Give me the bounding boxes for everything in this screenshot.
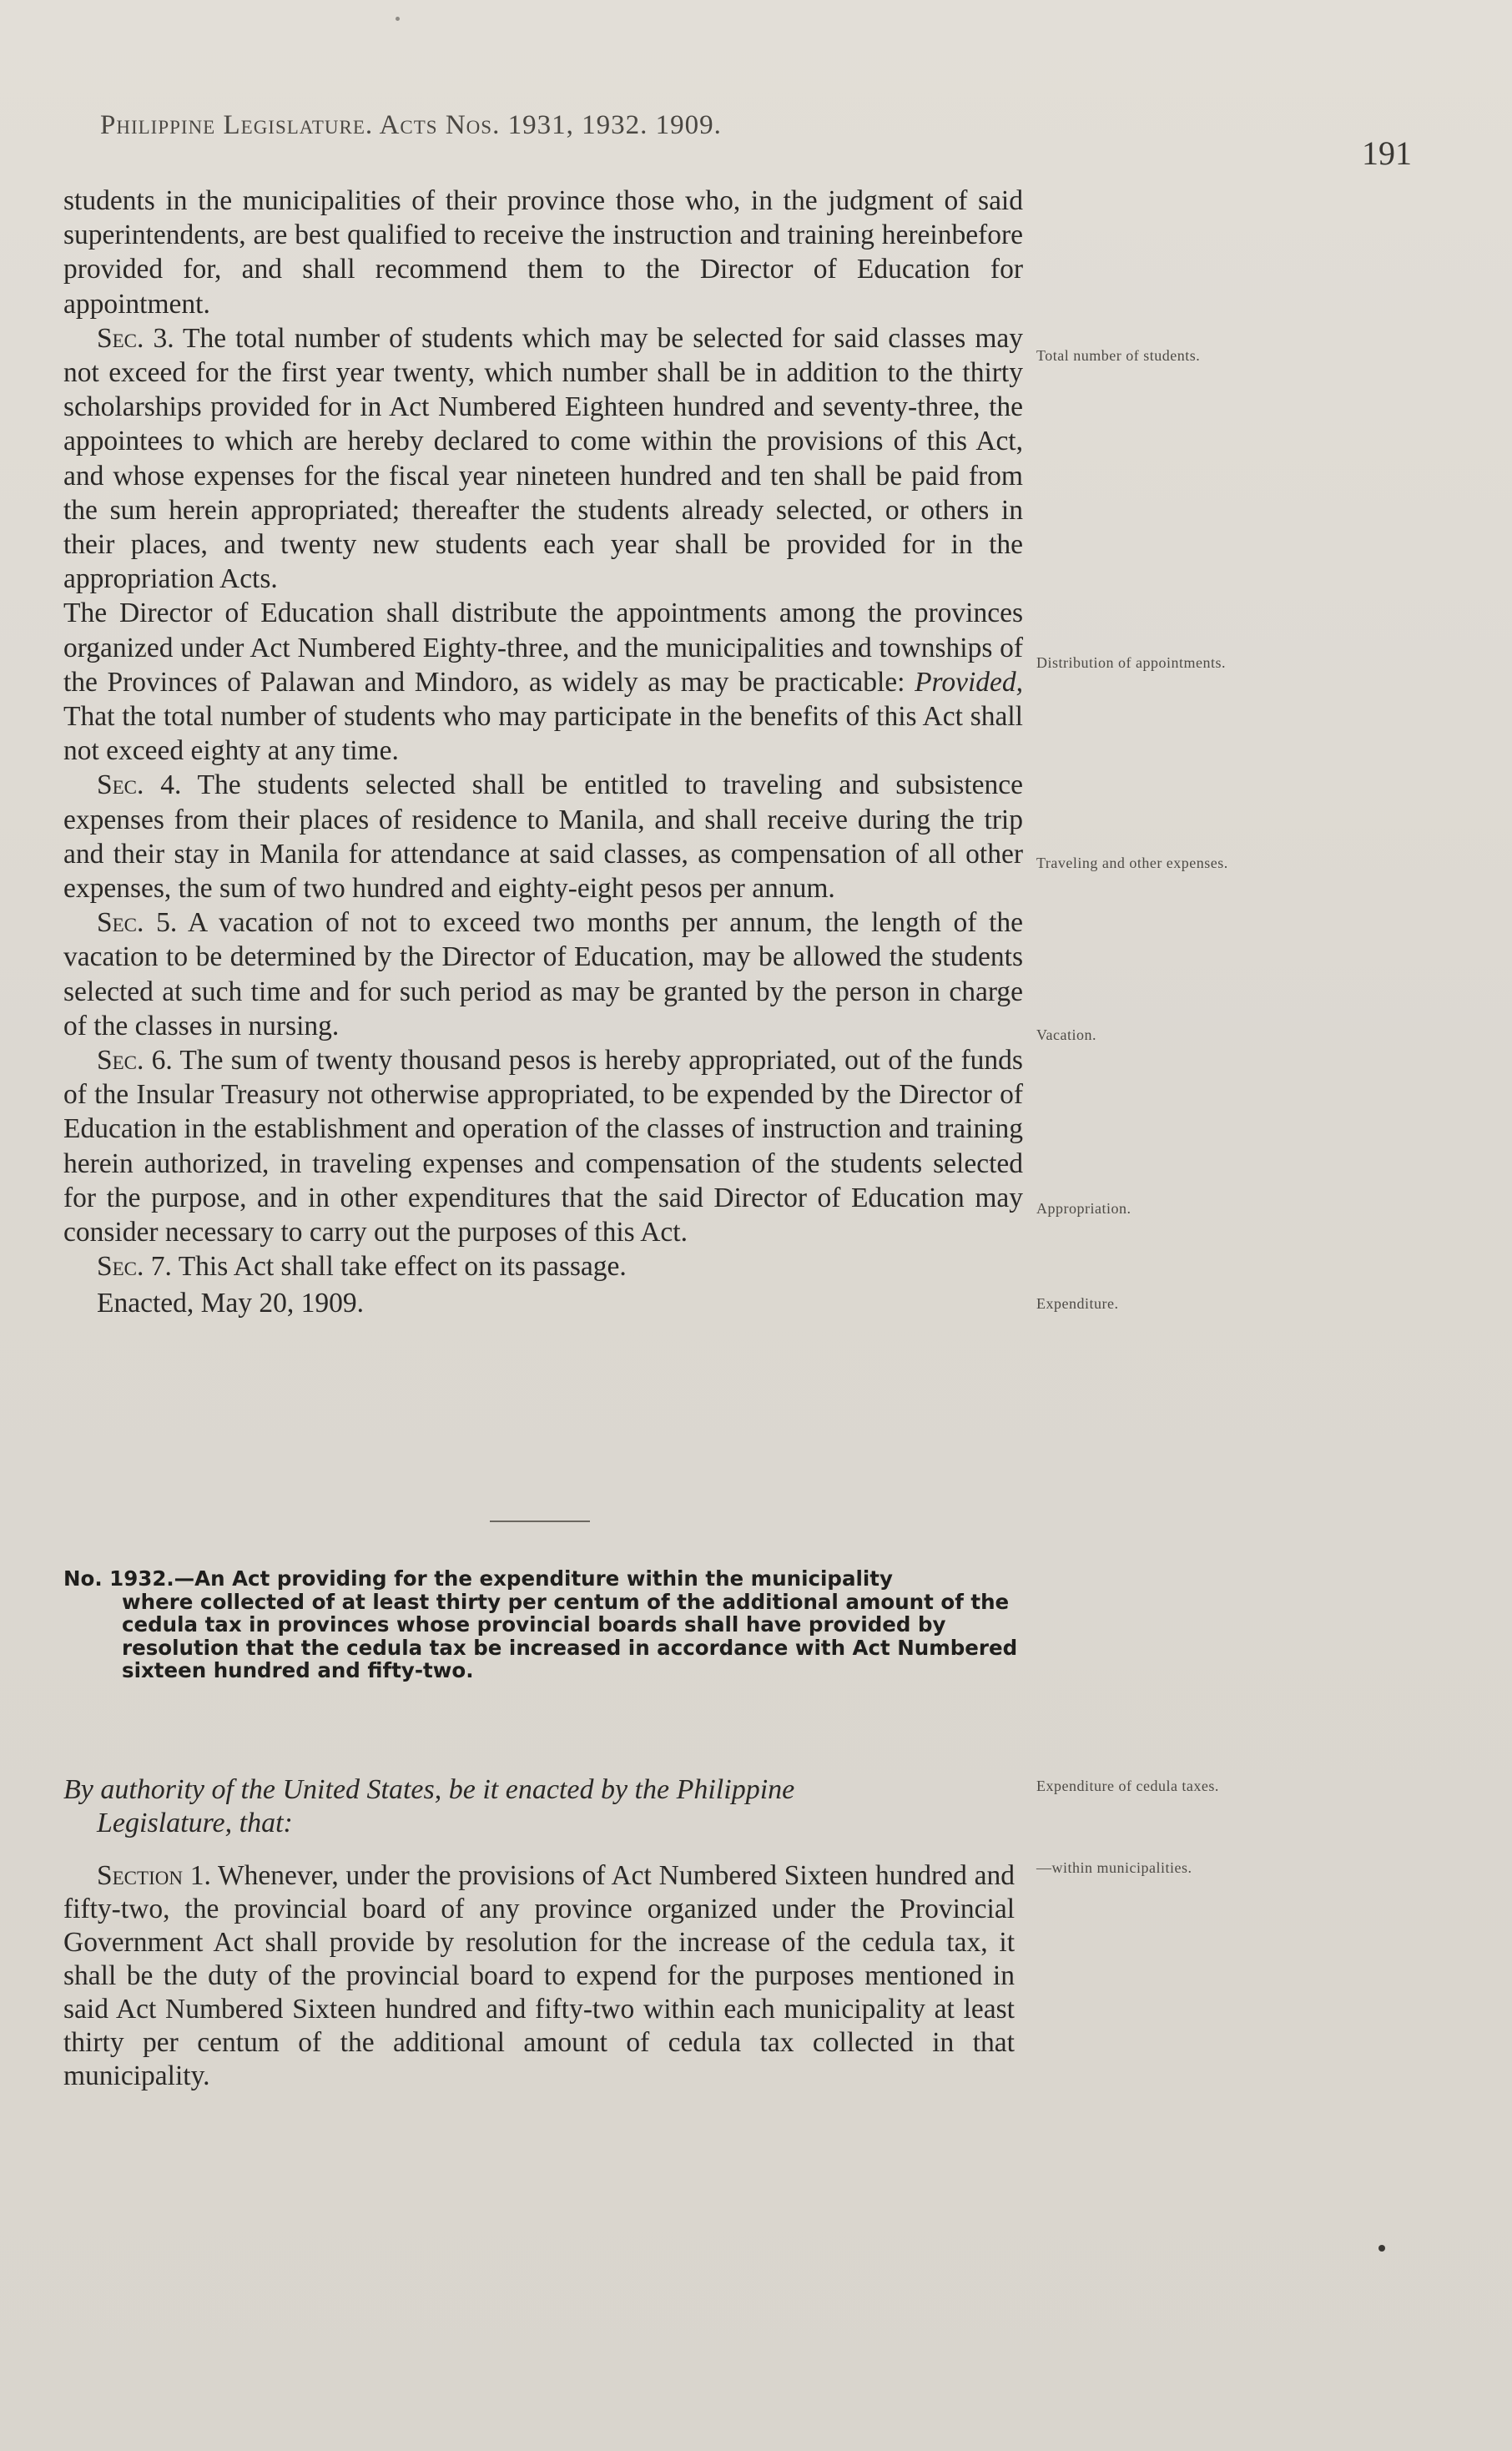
section-text: This Act shall take effect on its passage. — [178, 1251, 627, 1283]
enacted-date: Enacted, May 20, 1909. — [97, 1287, 365, 1319]
enacting-first-line: By authority of the United States, be it enacted by the Philippine — [63, 1774, 795, 1805]
act-1932-body — [63, 1859, 1015, 2093]
section-label: Sec. 3. — [97, 322, 174, 354]
section-label: Sec. 7. — [97, 1251, 172, 1283]
section-text: The sum of twenty thousand pesos is hereby appropriated, out of the funds of the Insular Treasury not otherwise appropriated, to be expended by the Director of Education in the establishment and operation of the classes of instruction and training herein authorized, in traveling expenses and compensation of the students selected for the purpose, and in other expenditures that the said Director of Education may consider necessary to carry out the purposes of this Act. — [63, 1045, 1023, 1248]
section-5 — [63, 905, 1023, 1043]
section-7 — [63, 1249, 1023, 1283]
margin-note-within-municipalities: —within municipalities. — [1036, 1859, 1192, 1876]
act-title-first-line: No. 1932.—An Act providing for the expenditure within the municipality — [63, 1566, 893, 1591]
ink-speck — [1378, 2245, 1385, 2252]
divider-rule — [490, 1521, 590, 1522]
margin-note-total-students: Total number of students. — [1036, 347, 1201, 364]
act-title-continuation: where collected of at least thirty per centum of the additional amount of the cedula tax in provinces whose provincial boards shall have provided by resolution that the cedula tax be increased in accordance with Act Numbered sixteen hundred and fifty-two. — [122, 1589, 1018, 1682]
margin-note-traveling: Traveling and other expenses. — [1036, 855, 1228, 871]
section-3 — [63, 321, 1023, 597]
ink-speck — [396, 17, 400, 21]
section-text: Whenever, under the provisions of Act Numbered Sixteen hundred and fifty-two, the provincial board of any province organized under the Provincial Government Act shall provide by resolution for the increase of the cedula tax, it shall be the duty of the provincial board to expend for the purposes mentioned in said Act Numbered Sixteen hundred and fifty-two within each municipality at least thirty per centum of the additional amount of cedula tax collected in that municipality. — [63, 1860, 1015, 2091]
margin-note-expenditure: Expenditure. — [1036, 1295, 1119, 1312]
section-text: The students selected shall be entitled to traveling and subsistence expenses from their places of residence to Manila, and shall receive during the trip and their stay in Manila for attendance at said classes, as compensation of all other expenses, the sum of two hundred and eighty-eight pesos per annum. — [63, 769, 1023, 905]
page-number: 191 — [1362, 134, 1412, 172]
section-label: Section 1. — [97, 1860, 211, 1891]
enacting-continuation: Legislature, that: — [97, 1808, 293, 1838]
enacting-clause — [63, 1773, 1023, 1840]
running-head: Philippine Legislature. Acts Nos. 1931, 1932. 1909. — [100, 110, 722, 140]
section-4 — [63, 768, 1023, 905]
section-1 — [63, 1859, 1015, 2093]
margin-note-distribution: Distribution of appointments. — [1036, 654, 1226, 671]
section-6 — [63, 1043, 1023, 1249]
act-1932-title — [63, 1567, 1019, 1682]
section-label: Sec. 4. — [97, 769, 182, 801]
section-3-continued — [63, 596, 1023, 768]
paragraph-intro: students in the municipalities of their province those who, in the judgment of said superintendents, are best qualified to receive the instruction and training hereinbefore provided for, and shall recommend them to the Director of Education for appointment. — [63, 185, 1023, 320]
margin-note-expenditure-cedula: Expenditure of cedula taxes. — [1036, 1778, 1219, 1794]
provided-clause: Provided, — [915, 666, 1023, 698]
section-text: That the total number of students who may participate in the benefits of this Act shall not exceed eighty at any time. — [63, 701, 1023, 767]
section-text: The total number of students which may be selected for said classes may not exceed for the first year twenty, which number shall be in addition to the thirty scholarships provided for in Act Numbered Eighteen hundred and seventy-three, the appointees to which are hereby declared to come within the provisions of this Act, and whose expenses for the fiscal year nineteen hundred and ten shall be paid from the sum herein appropriated; thereafter the students already selected, or others in their places, and twenty new students each year shall be provided for in the appropriation Acts. — [63, 322, 1024, 595]
section-text: A vacation of not to exceed two months per annum, the length of the vacation to be determined by the Director of Education, may be allowed the students selected at such time and for such period as may be granted by the person in charge of the classes in nursing. — [63, 907, 1024, 1041]
section-text: The Director of Education shall distribute the appointments among the provinces organized under Act Numbered Eighty-three, and the municipalities and townships of the Provinces of Palawan and Mindoro, as widely as may be practicable: — [63, 598, 1023, 698]
section-label: Sec. 6. — [97, 1045, 173, 1077]
act-1931-body — [63, 184, 1023, 1320]
margin-note-appropriation: Appropriation. — [1036, 1200, 1131, 1217]
margin-note-vacation: Vacation. — [1036, 1026, 1096, 1043]
section-label: Sec. 5. — [97, 907, 178, 939]
